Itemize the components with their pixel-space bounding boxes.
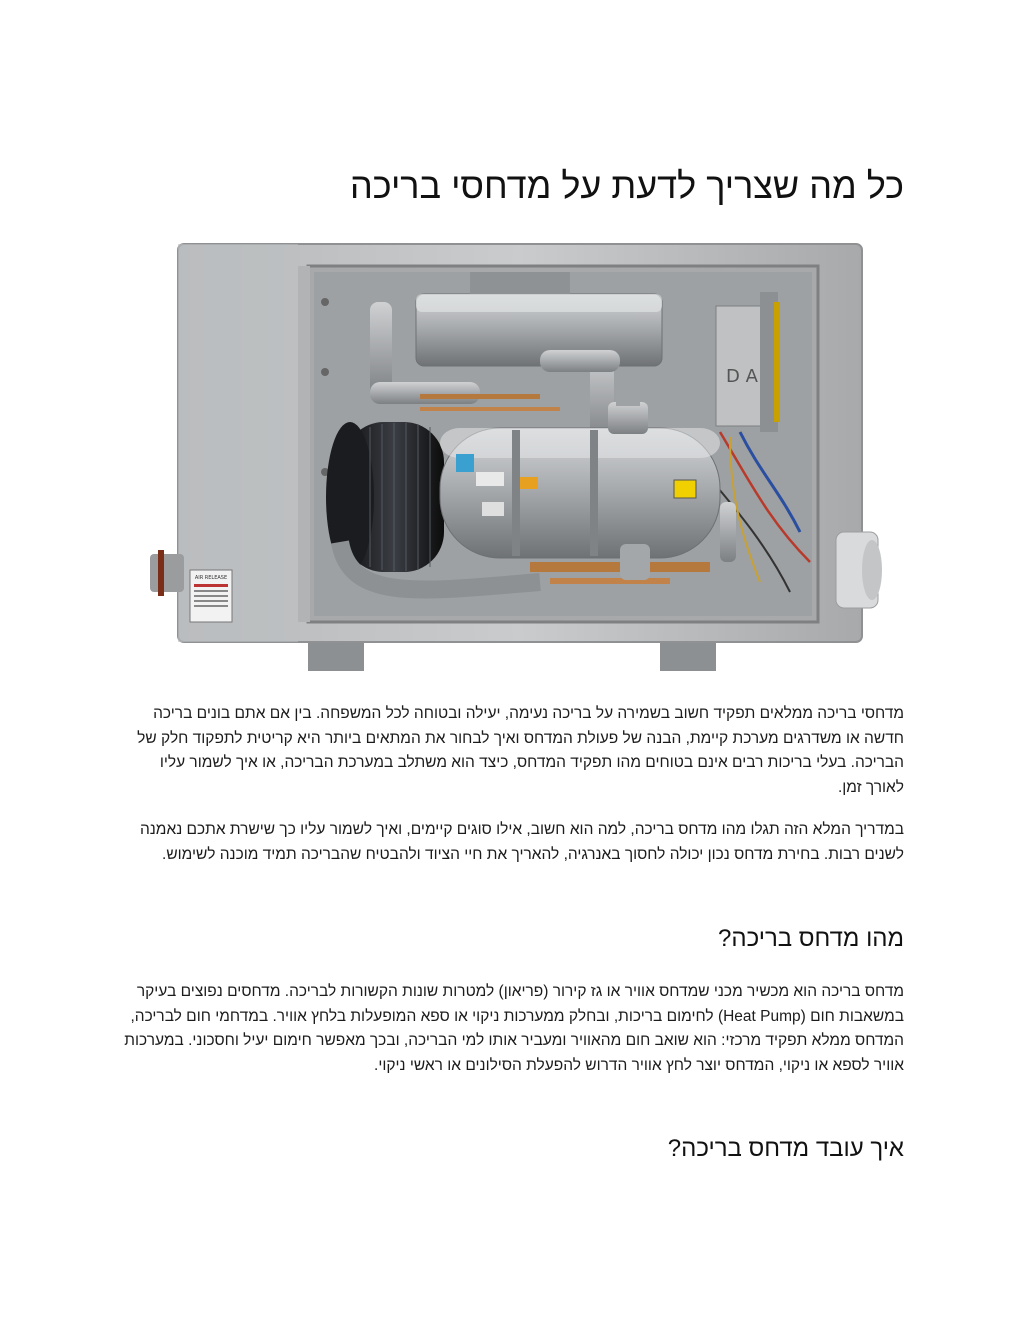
intro-paragraph-1: מדחסי בריכה ממלאים תפקיד חשוב בשמירה על בריכה נעימה, יעילה ובטוחה לכל המשפחה. בין אם אתם בונים בריכה חדשה או משדרגים מערכת קיימת, הבנה של פעולת המדחס ואיך לבחור את המתאים ביותר היא קריטית לתפקוד חלק של הבריכה. בעלי בריכות רבים אינם בטוחים מהו תפקיד המדחס, כיצד הוא משתלב במערכת הבריכה, או איך לשמור עליו לאורך זמן. bbox=[137, 705, 904, 796]
section-heading-how-works: איך עובד מדחס בריכה? bbox=[667, 1135, 904, 1162]
unit-label: D A bbox=[726, 366, 758, 387]
section-heading-what-is: מהו מדחס בריכה? bbox=[718, 925, 904, 952]
pool-compressor-image bbox=[120, 232, 904, 680]
page-title: כל מה שצריך לדעת על מדחסי בריכה bbox=[349, 165, 904, 206]
intro-paragraph-2: במדריך המלא הזה תגלו מהו מדחס בריכה, למה הוא חשוב, אילו סוגים קיימים, ואיך לשמור עליו כך שישרת אתכם נאמנה לשנים רבות. בחירת מדחס נכון יכולה לחסוך באנרגיה, להאריך את חיי הציוד ולהבטיח שהבריכה תמיד מוכנה לשימוש. bbox=[139, 821, 904, 863]
what-is-paragraph: מדחס בריכה הוא מכשיר מכני שמדחס אוויר או גז קירור (פריאון) למטרות שונות הקשורות לבריכה. מדחסים נפוצים בעיקר במשאבות חום (Heat Pump) לחימום בריכות, ובחלק ממערכות ניקוי או ספא המופעלות בלחץ אוויר. במדחמי חום לבריכה, המדחס ממלא תפקיד מרכזי: הוא שואב חום מהאוויר ומעביר אותו למי הבריכה, ובכך מאפשר חימום יעיל וחסכוני. במערכות אוויר לספא או ניקוי, המדחס יוצר לחץ אוויר הדרוש להפעלת הסילונים או ראשי ניקוי. bbox=[124, 983, 904, 1074]
label-plate-text: AIR RELEASE bbox=[194, 575, 228, 581]
